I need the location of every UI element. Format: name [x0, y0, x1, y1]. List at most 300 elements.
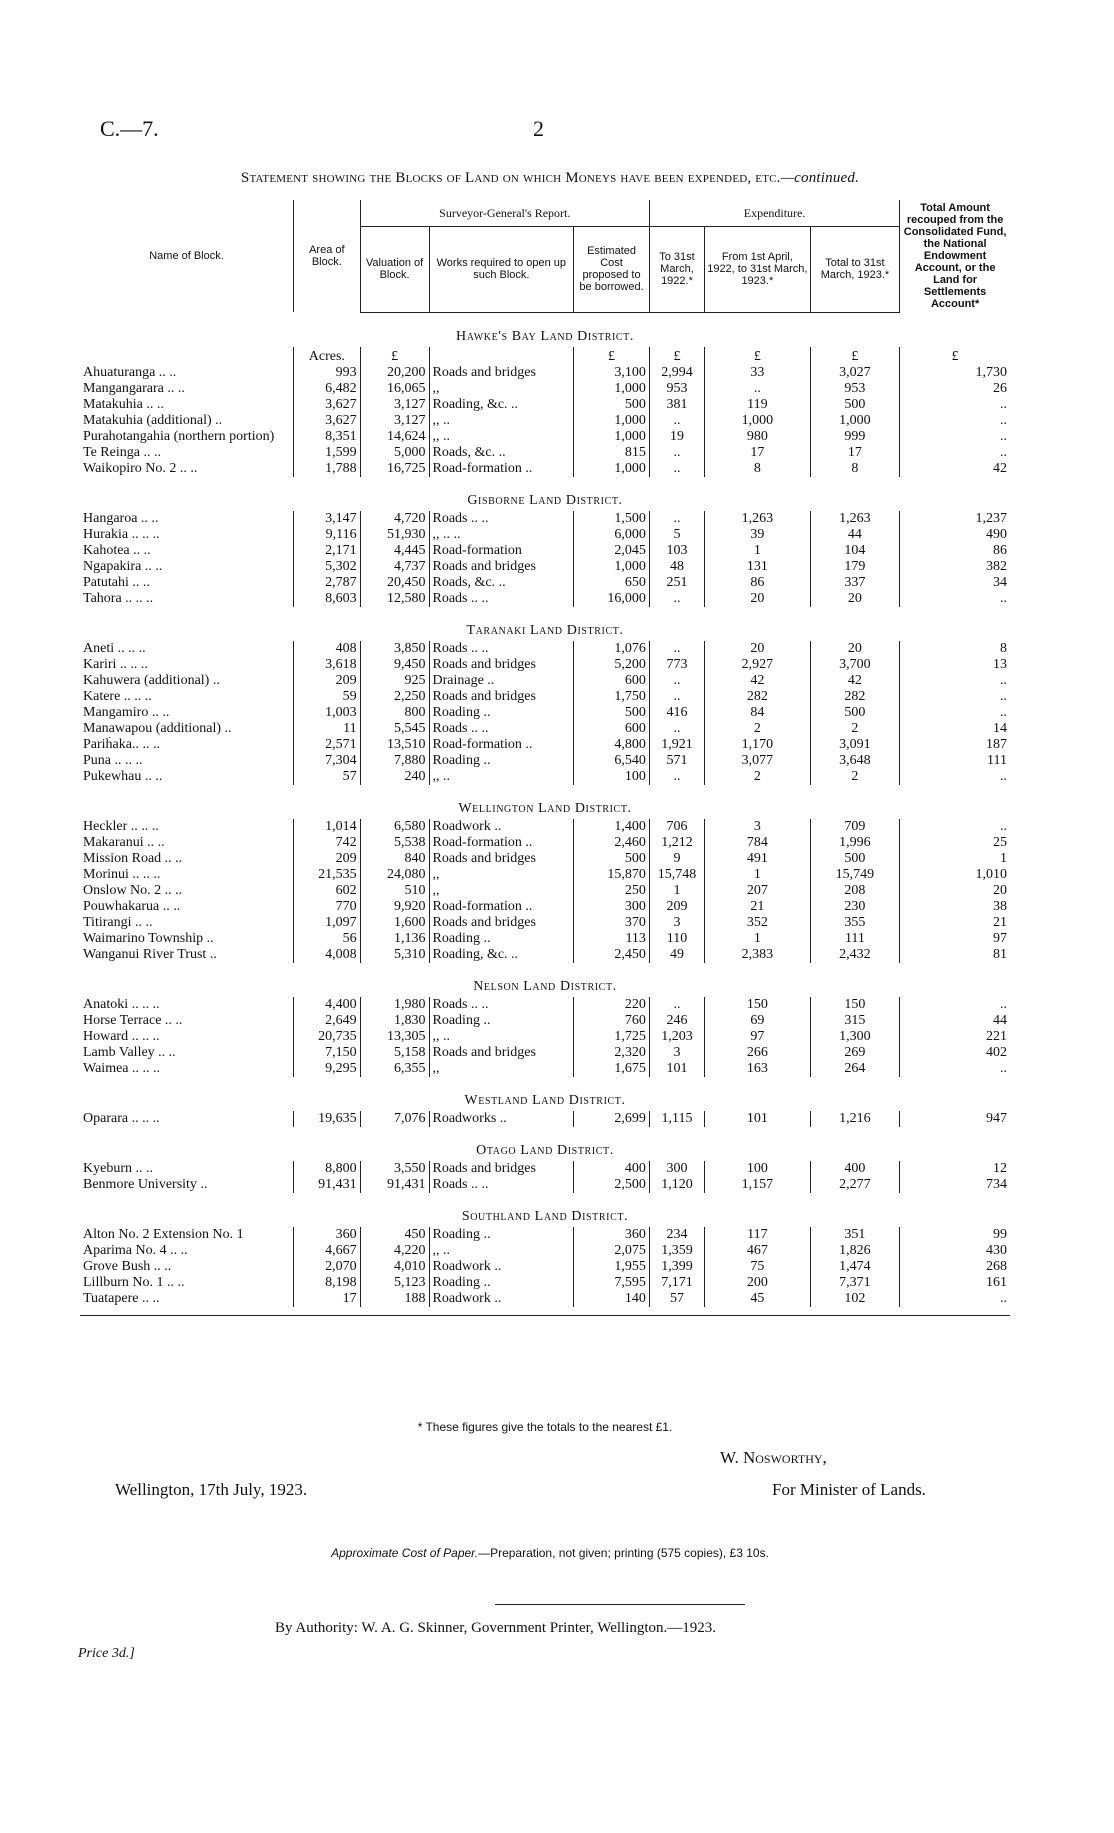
table-cell: 1,830: [360, 1013, 429, 1029]
table-cell: 39: [705, 527, 811, 543]
district-header-row: [80, 963, 1010, 997]
table-cell: 91,431: [294, 1177, 361, 1193]
table-row: [80, 1013, 1010, 1029]
block-name-cell: Waimea .. .. ..: [83, 1060, 161, 1076]
table-cell: 7,171: [649, 1275, 704, 1291]
table-cell: Roads and bridges: [429, 1161, 574, 1177]
table-cell: 59: [294, 689, 361, 705]
block-name-cell: Purahotangahia (northern portion): [83, 428, 275, 444]
table-cell: 2,277: [810, 1177, 900, 1193]
table-cell: 650: [574, 575, 650, 591]
table-cell: 17: [705, 445, 811, 461]
table-cell: ..: [649, 673, 704, 689]
table-cell: 742: [294, 835, 361, 851]
table-cell: 250: [574, 883, 650, 899]
table-row: [80, 591, 1010, 607]
table-cell: 3: [649, 1045, 704, 1061]
table-cell: 48: [649, 559, 704, 575]
table-cell: 266: [705, 1045, 811, 1061]
table-cell: Road-formation ..: [429, 835, 574, 851]
table-cell: 7,595: [574, 1275, 650, 1291]
table-cell: 1,955: [574, 1259, 650, 1275]
block-name-cell: Alton No. 2 Extension No. 1: [83, 1226, 244, 1242]
block-name-cell: Wanganui River Trust ..: [83, 946, 217, 962]
table-cell: Road-formation: [429, 543, 574, 559]
table-cell: Roadwork ..: [429, 1291, 574, 1307]
table-cell: 2,070: [294, 1259, 361, 1275]
table-cell: 2,320: [574, 1045, 650, 1061]
unit-cell: £: [705, 347, 811, 365]
table-cell: Roads .. ..: [429, 641, 574, 657]
table-cell: 17: [810, 445, 900, 461]
table-row: [80, 1161, 1010, 1177]
table-cell: 1,996: [810, 835, 900, 851]
page-header: [100, 116, 1000, 146]
table-cell: ..: [900, 819, 1010, 835]
table-cell: 600: [574, 673, 650, 689]
table-cell: 111: [900, 753, 1010, 769]
district-name: Taranaki Land District.: [466, 622, 624, 638]
cost-text: —Preparation, not given; printing (575 copies), £3 10s.: [478, 1546, 769, 1560]
table-cell: 282: [705, 689, 811, 705]
table-cell: 264: [810, 1061, 900, 1077]
table-cell: 2,699: [574, 1111, 650, 1127]
district-header-row: [80, 312, 1010, 347]
district-name: Wellington Land District.: [458, 800, 632, 816]
table-cell: 100: [574, 769, 650, 785]
table-cell: 2,450: [574, 947, 650, 963]
table-cell: Roadworks ..: [429, 1111, 574, 1127]
table-cell: 2,383: [705, 947, 811, 963]
table-cell: 26: [900, 381, 1010, 397]
table-cell: ..: [900, 1061, 1010, 1077]
table-cell: 5,310: [360, 947, 429, 963]
table-cell: 815: [574, 445, 650, 461]
table-cell: 1,000: [810, 413, 900, 429]
table-row: [80, 559, 1010, 575]
table-cell: Roads and bridges: [429, 365, 574, 381]
col-header-name: Name of Block.: [149, 250, 224, 262]
table-cell: ..: [900, 673, 1010, 689]
table-cell: ..: [900, 397, 1010, 413]
table-cell: 51,930: [360, 527, 429, 543]
table-cell: ..: [900, 769, 1010, 785]
block-name-cell: Oparara .. .. ..: [83, 1110, 160, 1126]
table-cell: 5,302: [294, 559, 361, 575]
table-row: [80, 705, 1010, 721]
table-cell: 44: [810, 527, 900, 543]
table-cell: 360: [294, 1227, 361, 1243]
block-name-cell: Lillburn No. 1 .. ..: [83, 1274, 185, 1290]
district-name: Westland Land District.: [464, 1092, 626, 1108]
table-row: [80, 835, 1010, 851]
table-row: [80, 851, 1010, 867]
table-cell: 2: [705, 769, 811, 785]
table-row: [80, 819, 1010, 835]
district-name: Otago Land District.: [476, 1142, 614, 1158]
table-cell: ..: [649, 461, 704, 477]
table-cell: 100: [705, 1161, 811, 1177]
table-cell: Roads .. ..: [429, 591, 574, 607]
table-cell: 8,800: [294, 1161, 361, 1177]
table-cell: Road-formation ..: [429, 461, 574, 477]
table-cell: 15,749: [810, 867, 900, 883]
table-cell: 9,295: [294, 1061, 361, 1077]
table-cell: Roads .. ..: [429, 997, 574, 1013]
table-cell: 2,927: [705, 657, 811, 673]
table-cell: ..: [900, 705, 1010, 721]
block-name-cell: Horse Terrace .. ..: [83, 1012, 183, 1028]
table-cell: 6,482: [294, 381, 361, 397]
table-cell: Roading, &c. ..: [429, 947, 574, 963]
block-name-cell: Onslow No. 2 .. ..: [83, 882, 183, 898]
table-cell: ..: [900, 445, 1010, 461]
table-row: [80, 1029, 1010, 1045]
district-header-row: [80, 607, 1010, 641]
table-cell: ..: [900, 1291, 1010, 1307]
table-cell: 1,675: [574, 1061, 650, 1077]
table-cell: 430: [900, 1243, 1010, 1259]
block-name-cell: Anatoki .. .. ..: [83, 996, 160, 1012]
table-cell: 104: [810, 543, 900, 559]
table-cell: 3,627: [294, 413, 361, 429]
table-cell: 993: [294, 365, 361, 381]
table-cell: 269: [810, 1045, 900, 1061]
table-cell: Drainage ..: [429, 673, 574, 689]
block-name-cell: Waimarino Township ..: [83, 930, 214, 946]
table-cell: 1,263: [705, 511, 811, 527]
table-cell: 209: [294, 851, 361, 867]
table-row: [80, 1275, 1010, 1291]
table-cell: 150: [810, 997, 900, 1013]
table-cell: 42: [705, 673, 811, 689]
table-cell: 370: [574, 915, 650, 931]
block-name-cell: Patutahi .. ..: [83, 574, 150, 590]
table-cell: 1,000: [574, 429, 650, 445]
table-cell: 131: [705, 559, 811, 575]
table-cell: 784: [705, 835, 811, 851]
table-cell: ..: [900, 413, 1010, 429]
table-cell: 34: [900, 575, 1010, 591]
col-header-valuation: Valuation of Block.: [360, 227, 429, 312]
table-cell: 7,150: [294, 1045, 361, 1061]
table-cell: Road-formation ..: [429, 899, 574, 915]
table-cell: ..: [649, 511, 704, 527]
table-cell: 14,624: [360, 429, 429, 445]
unit-cell: £: [900, 347, 1010, 365]
district-header-row: [80, 1193, 1010, 1227]
table-cell: 56: [294, 931, 361, 947]
table-cell: 15,748: [649, 867, 704, 883]
table-cell: 1,500: [574, 511, 650, 527]
table-cell: 1: [705, 867, 811, 883]
unit-cell: £: [360, 347, 429, 365]
table-cell: 113: [574, 931, 650, 947]
block-name-cell: Puna .. .. ..: [83, 752, 143, 768]
table-end-rule: [80, 1307, 1010, 1316]
table-cell: 1,600: [360, 915, 429, 931]
units-row: [80, 347, 1010, 365]
table-cell: 220: [574, 997, 650, 1013]
table-cell: ..: [649, 641, 704, 657]
table-cell: 21: [900, 915, 1010, 931]
table-cell: 1,921: [649, 737, 704, 753]
district-name: Hawke's Bay Land District.: [456, 328, 634, 344]
table-row: [80, 1227, 1010, 1243]
table-cell: 706: [649, 819, 704, 835]
table-row: [80, 997, 1010, 1013]
statement-title: [100, 170, 1000, 187]
table-row: [80, 673, 1010, 689]
col-header-to-1922: To 31st March, 1922.*: [649, 227, 704, 312]
table-cell: Roads and bridges: [429, 657, 574, 673]
table-cell: ,, ..: [429, 1243, 574, 1259]
table-cell: 416: [649, 705, 704, 721]
table-cell: 1,216: [810, 1111, 900, 1127]
table-cell: 760: [574, 1013, 650, 1029]
end-rule-cell: [80, 1307, 1010, 1316]
district-name: Nelson Land District.: [473, 978, 617, 994]
table-cell: 500: [810, 851, 900, 867]
table-row: [80, 381, 1010, 397]
table-cell: 4,667: [294, 1243, 361, 1259]
table-cell: 7,880: [360, 753, 429, 769]
table-cell: Roading ..: [429, 705, 574, 721]
table-cell: 1,000: [574, 381, 650, 397]
block-name-cell: Ngapakira .. ..: [83, 558, 163, 574]
table-cell: 86: [705, 575, 811, 591]
table-cell: 8,351: [294, 429, 361, 445]
table-cell: 20: [705, 641, 811, 657]
table-cell: 1,599: [294, 445, 361, 461]
table-cell: 1,400: [574, 819, 650, 835]
table-cell: 101: [705, 1111, 811, 1127]
table-cell: Roading ..: [429, 931, 574, 947]
table-cell: 117: [705, 1227, 811, 1243]
table-cell: 240: [360, 769, 429, 785]
block-name-cell: Lamb Valley .. ..: [83, 1044, 176, 1060]
table-cell: 16,000: [574, 591, 650, 607]
table-cell: 6,580: [360, 819, 429, 835]
table-cell: 1: [649, 883, 704, 899]
table-cell: 13,305: [360, 1029, 429, 1045]
table-cell: 45: [705, 1291, 811, 1307]
table-cell: 19: [649, 429, 704, 445]
table-row: [80, 413, 1010, 429]
table-cell: Roads, &c. ..: [429, 575, 574, 591]
block-name-cell: Mission Road .. ..: [83, 850, 183, 866]
table-cell: 110: [649, 931, 704, 947]
table-cell: 300: [574, 899, 650, 915]
table-cell: 360: [574, 1227, 650, 1243]
table-cell: 5,158: [360, 1045, 429, 1061]
table-cell: 2,432: [810, 947, 900, 963]
table-cell: 500: [574, 705, 650, 721]
table-cell: ..: [649, 769, 704, 785]
signature: W. Nosworthy,: [720, 1448, 827, 1467]
table-cell: 6,355: [360, 1061, 429, 1077]
table-cell: 5,538: [360, 835, 429, 851]
table-row: [80, 429, 1010, 445]
table-cell: Roading ..: [429, 1275, 574, 1291]
table-cell: 1,237: [900, 511, 1010, 527]
table-cell: Roads and bridges: [429, 1045, 574, 1061]
table-cell: 1,000: [574, 461, 650, 477]
block-name-cell: Manawapou (additional) ..: [83, 720, 232, 736]
table-cell: 1,300: [810, 1029, 900, 1045]
table-cell: ,, ..: [429, 429, 574, 445]
table-cell: Roads and bridges: [429, 559, 574, 575]
table-cell: ..: [900, 997, 1010, 1013]
table-row: [80, 737, 1010, 753]
table-cell: 1,010: [900, 867, 1010, 883]
table-cell: 500: [574, 397, 650, 413]
table-cell: 1,014: [294, 819, 361, 835]
table-cell: 7,304: [294, 753, 361, 769]
table-row: [80, 511, 1010, 527]
units-blank: [80, 347, 294, 365]
block-name-cell: Kyeburn .. ..: [83, 1160, 153, 1176]
block-name-cell: Aparima No. 4 .. ..: [83, 1242, 188, 1258]
table-cell: 20: [810, 641, 900, 657]
table-cell: Roading, &c. ..: [429, 397, 574, 413]
col-header-estimated: Estimated Cost proposed to be borrowed.: [574, 227, 650, 312]
table-cell: 3,627: [294, 397, 361, 413]
table-cell: 8,603: [294, 591, 361, 607]
table-cell: 21,535: [294, 867, 361, 883]
table-cell: 38: [900, 899, 1010, 915]
table-cell: 25: [900, 835, 1010, 851]
block-name-cell: Hurakia .. .. ..: [83, 526, 160, 542]
table-cell: 1,474: [810, 1259, 900, 1275]
table-row: [80, 915, 1010, 931]
table-cell: 99: [900, 1227, 1010, 1243]
table-cell: 102: [810, 1291, 900, 1307]
table-row: [80, 947, 1010, 963]
table-cell: 57: [294, 769, 361, 785]
table-cell: 20,200: [360, 365, 429, 381]
table-cell: 44: [900, 1013, 1010, 1029]
table-cell: 91,431: [360, 1177, 429, 1193]
cost-of-paper: [100, 1546, 1000, 1560]
table-cell: 925: [360, 673, 429, 689]
table-row: [80, 1177, 1010, 1193]
block-name-cell: Pukewhau .. ..: [83, 768, 163, 784]
table-cell: ..: [649, 591, 704, 607]
table-cell: ..: [649, 689, 704, 705]
table-cell: 402: [900, 1045, 1010, 1061]
table-cell: 3,127: [360, 413, 429, 429]
table-cell: 1,120: [649, 1177, 704, 1193]
table-cell: 3,850: [360, 641, 429, 657]
col-header-area: Area of Block.: [294, 200, 361, 312]
table-cell: 3,027: [810, 365, 900, 381]
table-cell: Roads and bridges: [429, 851, 574, 867]
district-header-row: [80, 1127, 1010, 1161]
block-name-cell: Matakuhia .. ..: [83, 396, 164, 412]
price-note: Price 3d.]: [78, 1646, 135, 1661]
table-row: [80, 721, 1010, 737]
table-row: [80, 445, 1010, 461]
table-body: [80, 312, 1010, 1315]
for-minister: For Minister of Lands.: [772, 1480, 926, 1499]
table-cell: 5,545: [360, 721, 429, 737]
table-row: [80, 1259, 1010, 1275]
printer-authority: By Authority: W. A. G. Skinner, Government Printer, Wellington.—1923.: [275, 1620, 717, 1636]
table-row: [80, 931, 1010, 947]
table-cell: 999: [810, 429, 900, 445]
table-cell: 2,171: [294, 543, 361, 559]
table-cell: 188: [360, 1291, 429, 1307]
district-header-row: [80, 477, 1010, 511]
table-cell: 111: [810, 931, 900, 947]
table-cell: 490: [900, 527, 1010, 543]
table-cell: 1,212: [649, 835, 704, 851]
table-cell: 20,735: [294, 1029, 361, 1045]
table-cell: 208: [810, 883, 900, 899]
table-row: [80, 1111, 1010, 1127]
district-name: Southland Land District.: [461, 1208, 629, 1224]
table-cell: 86: [900, 543, 1010, 559]
table-cell: 4,800: [574, 737, 650, 753]
table-cell: 450: [360, 1227, 429, 1243]
table-cell: 1,725: [574, 1029, 650, 1045]
block-name-cell: Kahuwera (additional) ..: [83, 672, 220, 688]
table-cell: 337: [810, 575, 900, 591]
table-cell: 57: [649, 1291, 704, 1307]
document-reference: C.—7.: [100, 116, 159, 141]
table-cell: 9,450: [360, 657, 429, 673]
table-row: [80, 1061, 1010, 1077]
table-cell: 602: [294, 883, 361, 899]
block-name-cell: Titirangi .. ..: [83, 914, 153, 930]
table-cell: 1: [705, 931, 811, 947]
table-cell: 3,100: [574, 365, 650, 381]
table-cell: 1: [705, 543, 811, 559]
table-cell: 6,540: [574, 753, 650, 769]
table-cell: 20,450: [360, 575, 429, 591]
title-continued: —continued.: [780, 170, 860, 186]
table-cell: 1,980: [360, 997, 429, 1013]
table-cell: 12,580: [360, 591, 429, 607]
table-cell: 3,091: [810, 737, 900, 753]
district-header-row: [80, 785, 1010, 819]
table-cell: 1,788: [294, 461, 361, 477]
table-cell: 13,510: [360, 737, 429, 753]
table-cell: 315: [810, 1013, 900, 1029]
block-name-cell: Matakuhia (additional) ..: [83, 412, 223, 428]
table-cell: 5,123: [360, 1275, 429, 1291]
table-cell: 734: [900, 1177, 1010, 1193]
table-cell: ,, ..: [429, 769, 574, 785]
table-cell: 2,994: [649, 365, 704, 381]
table-cell: 400: [574, 1161, 650, 1177]
table-cell: 42: [900, 461, 1010, 477]
table-cell: 800: [360, 705, 429, 721]
table-cell: 953: [810, 381, 900, 397]
table-cell: 1,203: [649, 1029, 704, 1045]
table-cell: 8,198: [294, 1275, 361, 1291]
table-cell: 1: [900, 851, 1010, 867]
table-cell: ,, ..: [429, 1029, 574, 1045]
block-name-cell: Kariri .. .. ..: [83, 656, 148, 672]
table-cell: 161: [900, 1275, 1010, 1291]
table-row: [80, 543, 1010, 559]
group-header-surveyor: Surveyor-General's Report.: [360, 200, 649, 227]
table-cell: 1,750: [574, 689, 650, 705]
table-cell: 709: [810, 819, 900, 835]
table-cell: 17: [294, 1291, 361, 1307]
